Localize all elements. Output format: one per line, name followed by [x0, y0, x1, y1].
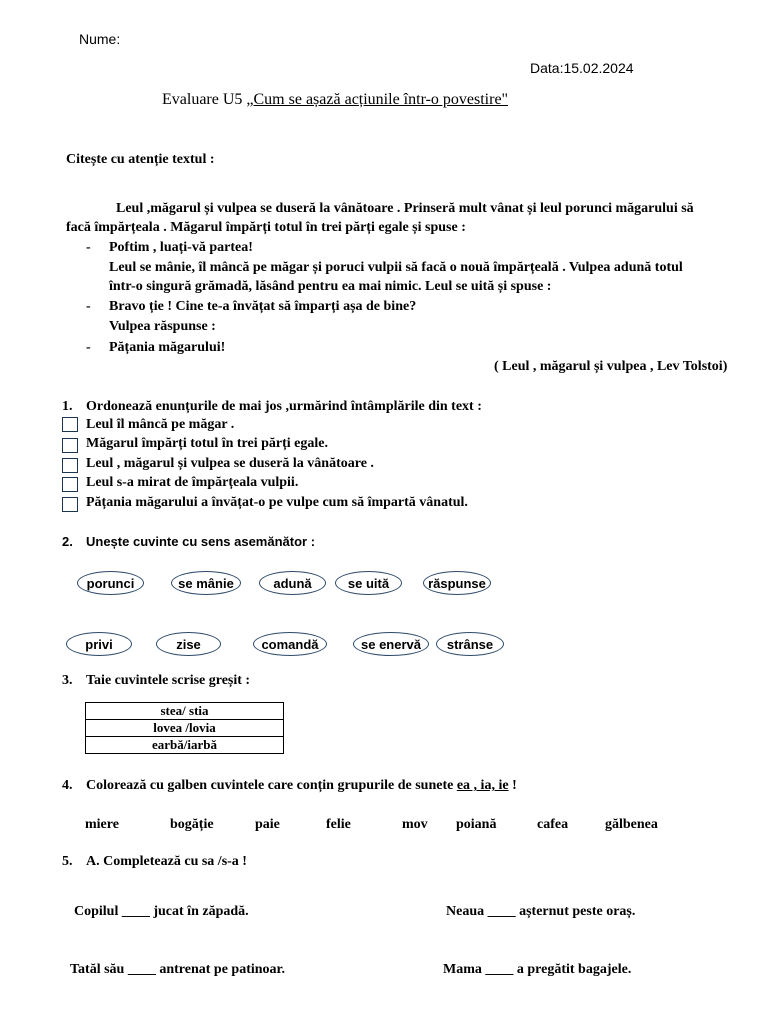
date-label: Data:15.02.2024	[530, 60, 634, 76]
color-word[interactable]: poiană	[456, 817, 497, 832]
ex1-item: Leul îl mâncă pe măgar .	[86, 417, 235, 432]
word-oval[interactable]: se mânie	[171, 571, 241, 595]
color-word[interactable]: bogăție	[170, 817, 214, 832]
word-cell[interactable]: stea/ stia	[86, 703, 284, 720]
reading-instruction: Citește cu atenție textul :	[66, 152, 215, 167]
dialog-dash: -	[86, 240, 91, 255]
ex1-item: Leul , măgarul și vulpea se duseră la vânătoare .	[86, 456, 374, 471]
dialog-line: Bravo ție ! Cine te-a învățat să împarți așa de bine?	[109, 299, 417, 314]
order-checkbox[interactable]	[62, 458, 78, 473]
dialog-line: Vulpea răspunse :	[109, 319, 216, 334]
table-row	[86, 737, 284, 754]
fill-sentence[interactable]: Neaua ____ așternut peste oraș.	[446, 904, 636, 919]
word-oval[interactable]: zise	[156, 632, 221, 656]
word-oval[interactable]: porunci	[77, 571, 144, 595]
dialog-line: Pățania măgarului!	[109, 340, 226, 355]
ex1-number: 1.	[62, 399, 73, 414]
ex5-instruction: A. Completează cu sa /s-a !	[86, 854, 247, 869]
fill-sentence[interactable]: Tatăl său ____ antrenat pe patinoar.	[70, 962, 285, 977]
color-word[interactable]: paie	[255, 817, 280, 832]
order-checkbox[interactable]	[62, 417, 78, 432]
ex4-instruction-prefix: Colorează cu galben cuvintele care conțin grupurile de sunete	[86, 778, 457, 793]
table-row	[86, 720, 284, 737]
word-oval[interactable]: se enervă	[353, 632, 429, 656]
word-oval[interactable]: strânse	[436, 632, 504, 656]
ex2-instruction: Unește cuvinte cu sens asemănător :	[86, 534, 316, 549]
ex4-instruction	[86, 778, 517, 794]
word-oval[interactable]: se uită	[335, 571, 402, 595]
word-oval[interactable]: comandă	[253, 632, 327, 656]
fill-sentence[interactable]: Mama ____ a pregătit bagajele.	[443, 962, 632, 977]
order-checkbox[interactable]	[62, 497, 78, 512]
dialog-dash: -	[86, 340, 91, 355]
ex1-item: Pățania măgarului a învățat-o pe vulpe cum să împartă vânatul.	[86, 495, 468, 510]
word-cell[interactable]: earbă/iarbă	[86, 737, 284, 754]
paragraph-line-2: facă împărțeala . Măgarul împărți totul în trei părți egale și spuse :	[66, 220, 466, 235]
ex3-instruction: Taie cuvintele scrise greșit :	[86, 673, 251, 688]
color-word[interactable]: mov	[402, 817, 428, 832]
word-table	[85, 702, 284, 754]
table-row	[86, 703, 284, 720]
color-word[interactable]: gălbenea	[605, 817, 658, 832]
dialog-line: Poftim , luați-vă partea!	[109, 240, 253, 255]
ex4-number: 4.	[62, 778, 73, 793]
ex1-item: Măgarul împărți totul în trei părți egale.	[86, 436, 328, 451]
page-title	[162, 91, 508, 109]
word-oval[interactable]: răspunse	[423, 571, 491, 595]
ex1-instruction: Ordonează enunțurile de mai jos ,urmărind întâmplările din text :	[86, 399, 482, 414]
paragraph-line-1: Leul ,măgarul și vulpea se duseră la vânătoare . Prinseră mult vânat și leul porunci măgarului să	[116, 201, 694, 216]
text-source: ( Leul , măgarul și vulpea , Lev Tolstoi)	[494, 359, 728, 374]
word-cell[interactable]: lovea /lovia	[86, 720, 284, 737]
title-prefix: Evaluare U5	[162, 91, 247, 108]
dialog-line: Leul se mânie, îl mâncă pe măgar și poruci vulpii să facă o nouă împărțeală . Vulpea adună totul	[109, 260, 683, 275]
fill-sentence[interactable]: Copilul ____ jucat în zăpadă.	[74, 904, 249, 919]
word-oval[interactable]: privi	[66, 632, 132, 656]
dialog-dash: -	[86, 299, 91, 314]
ex5-number: 5.	[62, 854, 73, 869]
word-oval[interactable]: adună	[259, 571, 326, 595]
ex3-number: 3.	[62, 673, 73, 688]
name-label: Nume:	[79, 31, 121, 47]
order-checkbox[interactable]	[62, 477, 78, 492]
ex4-instruction-suffix: !	[508, 778, 517, 793]
order-checkbox[interactable]	[62, 438, 78, 453]
color-word[interactable]: miere	[85, 817, 119, 832]
color-word[interactable]: felie	[326, 817, 351, 832]
ex4-sound-groups: ea , ia, ie	[456, 778, 509, 793]
dialog-line: într-o singură grămadă, lăsând pentru ea mai nimic. Leul se uită și spuse :	[109, 279, 552, 294]
ex2-number: 2.	[62, 534, 73, 549]
title-quoted: „Cum se așază acțiunile într-o povestire"	[246, 91, 509, 108]
ex1-item: Leul s-a mirat de împărțeala vulpii.	[86, 475, 299, 490]
color-word[interactable]: cafea	[537, 817, 569, 832]
